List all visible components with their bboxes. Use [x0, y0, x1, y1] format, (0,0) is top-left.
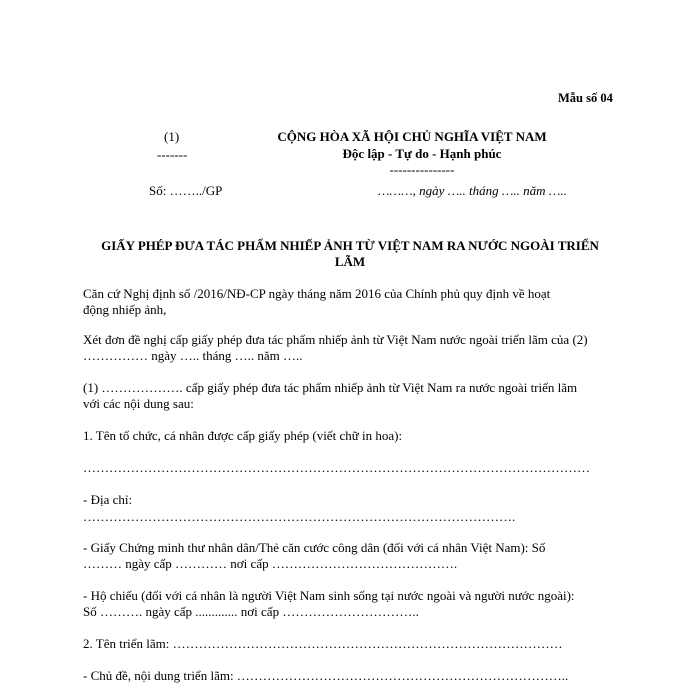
legal-basis-line2: động nhiếp ảnh,: [83, 302, 167, 317]
exhibition-name-line: 2. Tên triển lãm: ………………………………………………………………………………: [83, 636, 563, 651]
id-card-line2: ……… ngày cấp ………… nơi cấp …………………………………….: [83, 556, 458, 571]
motto-dashes: ---------------: [389, 162, 455, 177]
application-line2: …………… ngày ….. tháng ….. năm …..: [83, 348, 303, 363]
motto: Độc lập - Tự do - Hạnh phúc: [342, 146, 502, 161]
legal-basis-line1: Căn cứ Nghị định số /2016/NĐ-CP ngày tháng năm 2016 của Chính phủ quy định về hoạt: [83, 286, 551, 301]
passport-line1: - Hộ chiếu (đối với cá nhân là người Việt Nam sinh sống tại nước ngoài và người nước ngoài):: [83, 588, 575, 603]
document-title-continued: LÃM: [334, 254, 366, 269]
form-number: Mẫu số 04: [558, 91, 613, 105]
application-line1: Xét đơn đề nghị cấp giấy phép đưa tác phẩm nhiếp ảnh từ Việt Nam nước ngoài triển lãm của (2): [83, 332, 588, 347]
address-label: - Địa chỉ:: [83, 492, 133, 507]
nation-title: CỘNG HÒA XÃ HỘI CHỦ NGHĨA VIỆT NAM: [277, 129, 547, 144]
item1-label: 1. Tên tổ chức, cá nhân được cấp giấy phép (viết chữ in hoa):: [83, 428, 403, 443]
agency-dashes: -------: [157, 147, 188, 162]
place-date: ………, ngày ….. tháng ….. năm …..: [378, 183, 567, 198]
grant-line2: với các nội dung sau:: [83, 396, 194, 411]
document-title: GIẤY PHÉP ĐƯA TÁC PHẨM NHIẾP ẢNH TỪ VIỆT NAM RA NƯỚC NGOÀI TRIỂN: [101, 238, 599, 253]
agency-code: (1): [164, 129, 180, 144]
item1-fill-line: ………………………………………………………………………………………………………: [83, 460, 590, 475]
grant-line1: (1) ………………. cấp giấy phép đưa tác phẩm nhiếp ảnh từ Việt Nam ra nước ngoài triển lãm: [83, 380, 578, 395]
address-fill-line: ……………………………………………………………………………………….: [83, 509, 516, 524]
id-card-line1: - Giấy Chứng minh thư nhân dân/Thẻ căn cước công dân (đối với cá nhân Việt Nam): Số: [83, 540, 546, 555]
document-number: Số: ……../GP: [149, 183, 223, 198]
passport-line2: Số ………. ngày cấp ............. nơi cấp …………………………..: [83, 604, 419, 619]
exhibition-theme-line: - Chủ đề, nội dung triển lãm: …………………………………………………………………..: [83, 668, 569, 683]
